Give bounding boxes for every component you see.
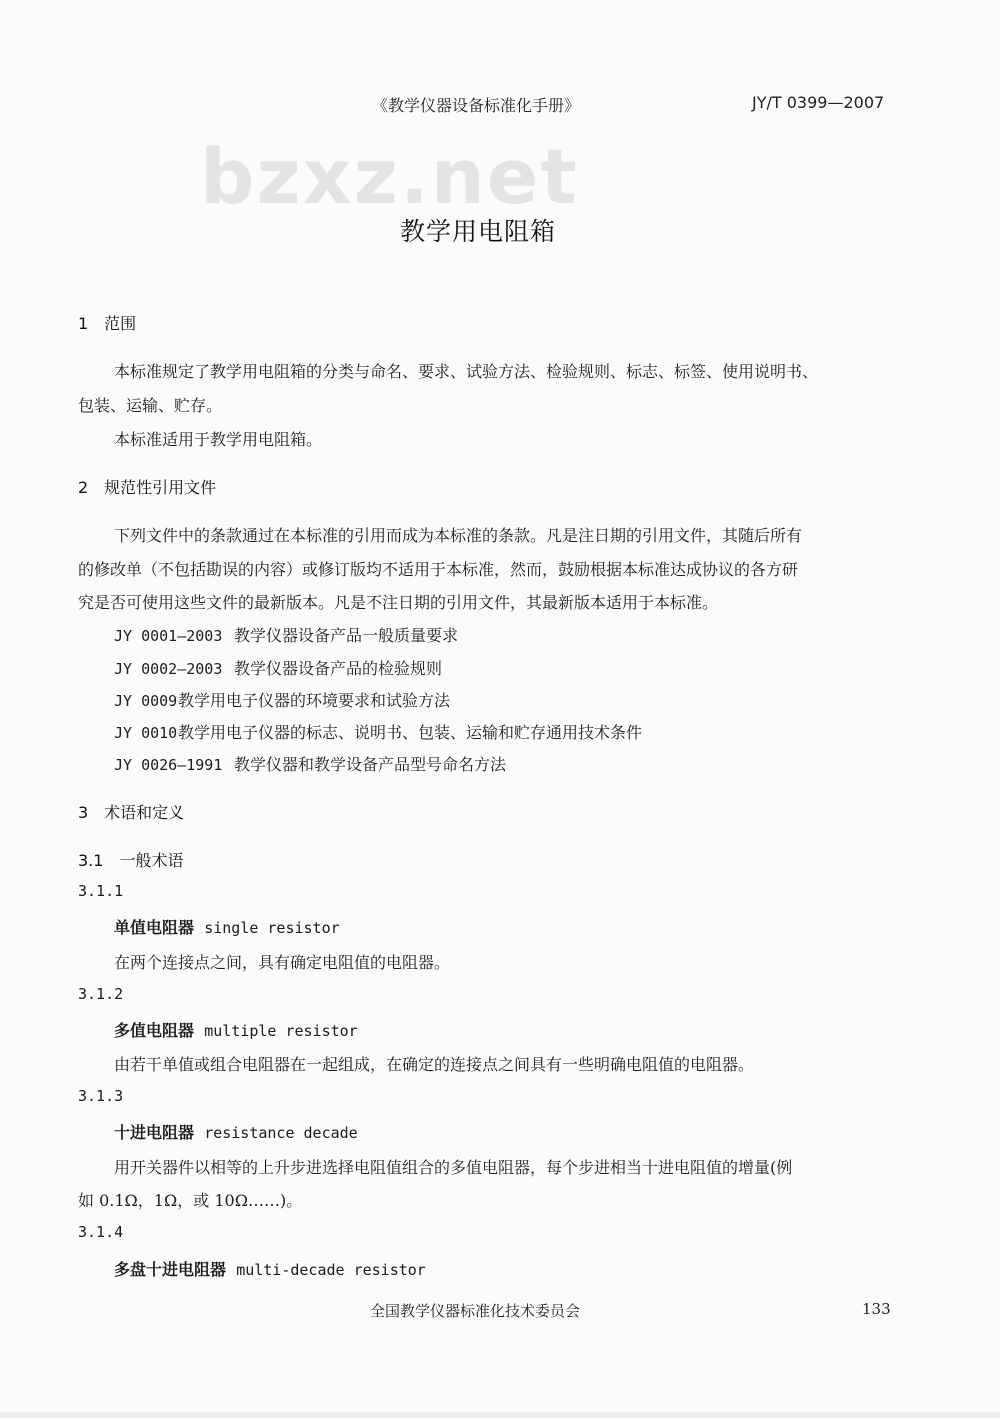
footer-committee: 全国教学仪器标准化技术委员会: [370, 1302, 581, 1320]
reference-item: [114, 752, 506, 775]
term-number: 3.1.4: [78, 1223, 124, 1241]
reference-title: 教学仪器设备产品一般质量要求: [234, 626, 459, 645]
reference-item: [114, 688, 450, 711]
reference-title: 教学用电子仪器的环境要求和试验方法: [178, 691, 451, 710]
section-1-para1-line2: 包装、运输、贮存。: [78, 396, 223, 415]
term-number: 3.1.3: [78, 1087, 124, 1105]
reference-item: [114, 720, 642, 743]
reference-code: JY 0009: [114, 692, 178, 710]
section-1-para2: 本标准适用于教学用电阻箱。: [114, 430, 323, 449]
term-heading: [114, 1257, 426, 1280]
term-heading: [114, 1120, 358, 1143]
reference-title: 教学仪器和教学设备产品型号命名方法: [234, 755, 507, 774]
term-number: 3.1.1: [78, 882, 124, 900]
reference-code: JY 0010: [114, 724, 178, 742]
page-bottom-edge: [0, 1412, 1000, 1418]
reference-item: [114, 623, 458, 646]
section-2-heading: 2 规范性引用文件: [78, 478, 217, 497]
term-zh: 单值电阻器: [114, 918, 195, 937]
section-1-para1-line1: 本标准规定了教学用电阻箱的分类与命名、要求、试验方法、检验规则、标志、标签、使用说明书、: [114, 362, 819, 381]
term-en: single resistor: [204, 919, 340, 937]
term-heading: [114, 1018, 358, 1041]
term-zh: 多值电阻器: [114, 1021, 195, 1040]
term-en: multiple resistor: [204, 1022, 358, 1040]
section-3-heading: 3 术语和定义: [78, 803, 185, 822]
section-2-para-line2: 的修改单（不包括勘误的内容）或修订版均不适用于本标准，然而，鼓励根据本标准达成协议的各方研: [78, 560, 799, 579]
reference-title: 教学仪器设备产品的检验规则: [234, 659, 443, 678]
reference-title: 教学用电子仪器的标志、说明书、包装、运输和贮存通用技术条件: [178, 723, 643, 742]
reference-code: JY 0001—2003: [114, 627, 223, 645]
term-en: multi-decade resistor: [236, 1261, 426, 1279]
term-definition: 由若干单值或组合电阻器在一起组成，在确定的连接点之间具有一些明确电阻值的电阻器。: [114, 1055, 755, 1074]
watermark: bzxz.net: [200, 132, 579, 221]
header-standard-code: JY/T 0399—2007: [752, 93, 885, 112]
section-2-para-line3: 究是否可使用这些文件的最新版本。凡是不注日期的引用文件，其最新版本适用于本标准。: [78, 593, 719, 612]
reference-item: [114, 656, 442, 679]
reference-code: JY 0002—2003: [114, 660, 223, 678]
term-zh: 多盘十进电阻器: [114, 1260, 227, 1279]
section-1-heading: 1 范围: [78, 314, 137, 333]
term-zh: 十进电阻器: [114, 1123, 195, 1142]
term-en: resistance decade: [204, 1124, 358, 1142]
subsection-3-1-heading: 3.1 一般术语: [78, 851, 184, 870]
term-definition: 在两个连接点之间，具有确定电阻值的电阻器。: [114, 953, 451, 972]
page-number: 133: [862, 1300, 891, 1318]
header-book-title: 《教学仪器设备标准化手册》: [372, 96, 581, 115]
reference-code: JY 0026—1991: [114, 756, 223, 774]
term-heading: [114, 915, 340, 938]
section-2-para-line1: 下列文件中的条款通过在本标准的引用而成为本标准的条款。凡是注日期的引用文件，其随后所有: [114, 526, 803, 545]
page-title: 教学用电阻箱: [400, 217, 557, 246]
term-definition-line2: 如 0.1Ω，1Ω，或 10Ω……)。: [78, 1191, 303, 1210]
term-number: 3.1.2: [78, 985, 124, 1003]
term-definition-line1: 用开关器件以相等的上升步进选择电阻值组合的多值电阻器，每个步进相当十进电阻值的增量(例: [114, 1158, 793, 1177]
